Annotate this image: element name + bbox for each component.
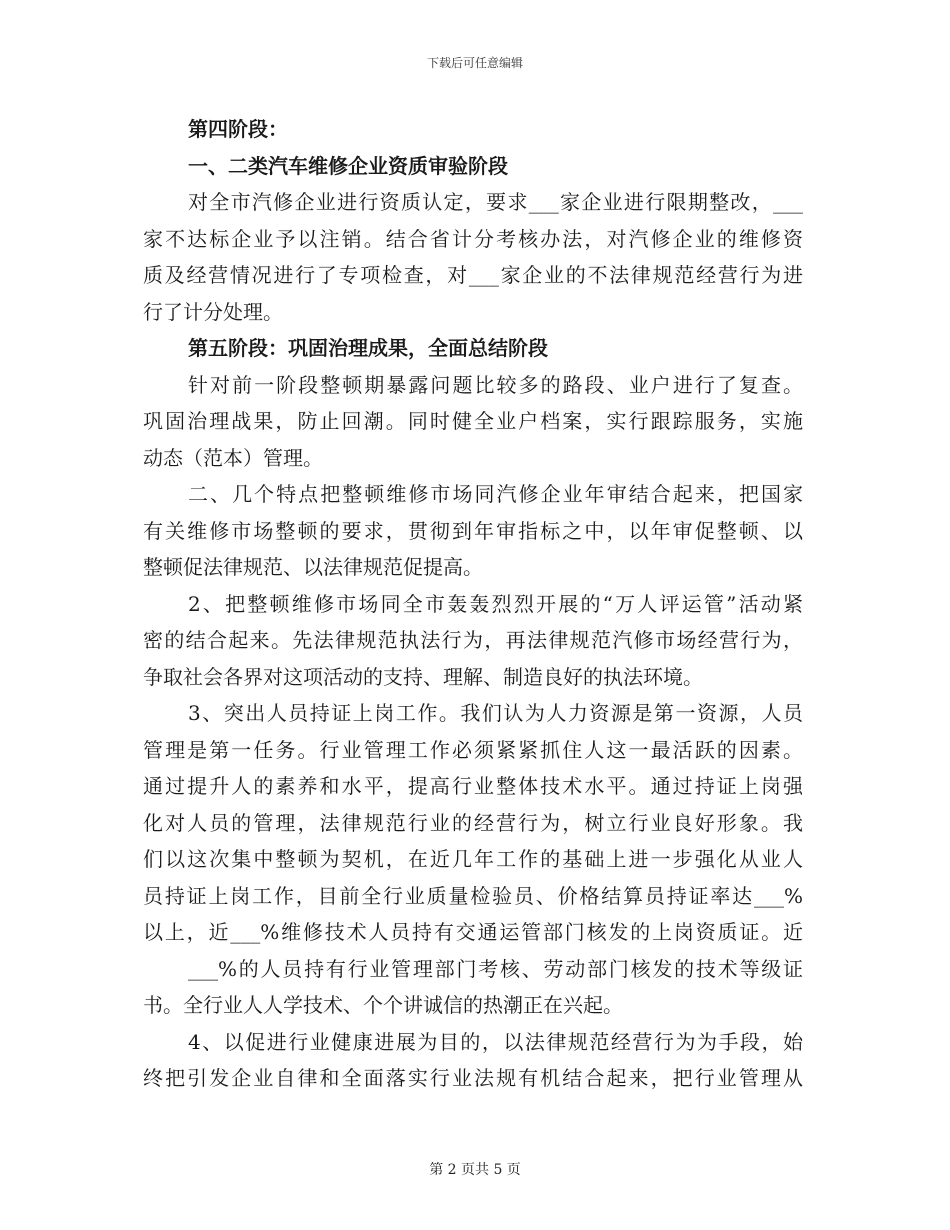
paragraph-line: 员持证上岗工作，目前全行业质量检验员、价格结算员持证率达___% — [143, 883, 803, 908]
paragraph-line: 有关维修市场整顿的要求，贯彻到年审指标之中，以年审促整顿、以 — [143, 518, 803, 543]
heading-qualification-review: 一、二类汽车维修企业资质审验阶段 — [188, 153, 508, 178]
page-header: 下载后可任意编辑 — [426, 56, 523, 70]
paragraph-line: 4、以促进行业健康进展为目的，以法律规范经营行为为手段，始 — [188, 1029, 803, 1054]
heading-stage-four: 第四阶段： — [188, 117, 288, 141]
paragraph-line: 书。全行业人人学技术、个个讲诚信的热潮正在兴起。 — [143, 993, 623, 1017]
page-footer: 第 2 页共 5 页 — [429, 1162, 521, 1178]
paragraph-line: 以上，近___%维修技术人员持有交通运管部门核发的上岗资质证。近 — [143, 920, 803, 944]
paragraph-line: 管理是第一任务。行业管理工作必须紧紧抓住人这一最活跃的因素。 — [143, 737, 803, 762]
paragraph-line: 巩固治理战果，防止回潮。同时健全业户档案，实行跟踪服务，实施 — [143, 409, 803, 433]
document-body — [143, 111, 803, 1097]
paragraph-line: 对全市汽修企业进行资质认定，要求___家企业进行限期整改，___ — [188, 190, 803, 214]
paragraph-line: ___%的人员持有行业管理部门考核、劳动部门核发的技术等级证 — [188, 956, 803, 981]
paragraph-line: 化对人员的管理，法律规范行业的经营行为，树立行业良好形象。我 — [143, 810, 803, 835]
paragraph-line: 整顿促法律规范、以法律规范促提高。 — [143, 555, 483, 579]
paragraph-line: 2、把整顿维修市场同全市轰轰烈烈开展的“万人评运管”活动紧 — [188, 591, 803, 616]
paragraph-line: 争取社会各界对这项活动的支持、理解、制造良好的执法环境。 — [143, 664, 703, 689]
paragraph-line: 家不达标企业予以注销。结合省计分考核办法，对汽修企业的维修资 — [143, 226, 803, 251]
heading-stage-five: 第五阶段：巩固治理成果，全面总结阶段 — [188, 336, 548, 360]
paragraph-line: 密的结合起来。先法律规范执法行为，再法律规范汽修市场经营行为， — [143, 628, 803, 652]
paragraph-line: 终把引发企业自律和全面落实行业法规有机结合起来，把行业管理从 — [143, 1066, 803, 1090]
paragraph-line: 通过提升人的素养和水平，提高行业整体技术水平。通过持证上岗强 — [143, 774, 803, 798]
paragraph-line: 针对前一阶段整顿期暴露问题比较多的路段、业户进行了复查。 — [188, 372, 803, 397]
paragraph-line: 们以这次集中整顿为契机，在近几年工作的基础上进一步强化从业人 — [143, 847, 803, 871]
paragraph-line: 3、突出人员持证上岗工作。我们认为人力资源是第一资源，人员 — [188, 701, 803, 725]
paragraph-line: 二、几个特点把整顿维修市场同汽修企业年审结合起来，把国家 — [188, 482, 803, 506]
paragraph-line: 质及经营情况进行了专项检查，对___家企业的不法律规范经营行为进 — [143, 263, 803, 287]
paragraph-line: 动态（范本）管理。 — [143, 445, 323, 470]
paragraph-line: 行了计分处理。 — [143, 299, 283, 324]
